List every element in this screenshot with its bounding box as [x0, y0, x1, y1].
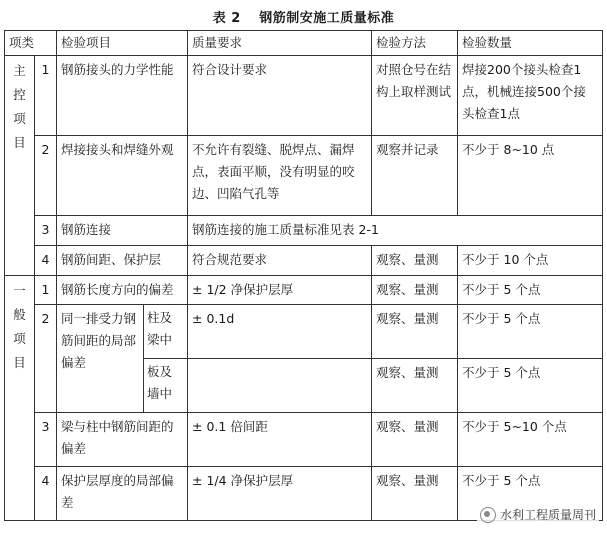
item-cell: 钢筋接头的力学性能 [57, 56, 188, 136]
quantity-cell: 焊接200个接头检查1点，机械连接500个接头检查1点 [458, 56, 603, 136]
requirement-cell [188, 359, 372, 413]
requirement-cell: 钢筋连接的施工质量标准见表 2-1 [188, 216, 603, 246]
table-row [5, 413, 603, 467]
row-number: 3 [35, 216, 57, 246]
method-cell: 观察、量测 [372, 467, 458, 521]
method-cell: 观察、量测 [372, 305, 458, 359]
header-method: 检验方法 [372, 31, 458, 56]
table-row [5, 305, 603, 359]
method-cell: 观察、量测 [372, 359, 458, 413]
header-quantity: 检验数量 [458, 31, 603, 56]
requirement-cell: 不允许有裂缝、脱焊点、漏焊点，表面平顺，没有明显的咬边、凹陷气孔等 [188, 136, 372, 216]
table-row [5, 56, 603, 136]
requirement-cell: 符合设计要求 [188, 56, 372, 136]
method-cell: 观察、量测 [372, 246, 458, 276]
row-number: 3 [35, 413, 57, 467]
row-number: 2 [35, 305, 57, 413]
requirement-cell: ± 1/4 净保护层厚 [188, 467, 372, 521]
table-row [5, 246, 603, 276]
method-cell: 对照仓号在结构上取样测试 [372, 56, 458, 136]
quality-standard-table [4, 30, 603, 521]
header-requirement: 质量要求 [188, 31, 372, 56]
quantity-cell: 不少于 5 个点 [458, 305, 603, 359]
quantity-cell: 不少于 10 个点 [458, 246, 603, 276]
table-title: 表 2 钢筋制安施工质量标准 [212, 11, 395, 26]
watermark [477, 505, 599, 524]
table-row [5, 136, 603, 216]
item-cell: 钢筋连接 [57, 216, 188, 246]
watermark-text: 水利工程质量周刊 [499, 508, 596, 522]
row-number: 2 [35, 136, 57, 216]
sub-item-cell: 板及墙中 [144, 359, 188, 413]
requirement-cell: 符合规范要求 [188, 246, 372, 276]
item-cell: 钢筋间距、保护层 [57, 246, 188, 276]
requirement-cell: ± 0.1d [188, 305, 372, 359]
quantity-cell: 不少于 8~10 点 [458, 136, 603, 216]
row-number: 4 [35, 246, 57, 276]
table-row [5, 216, 603, 246]
row-number: 1 [35, 56, 57, 136]
sub-item-cell: 柱及梁中 [144, 305, 188, 359]
wechat-account-icon [480, 507, 496, 523]
row-number: 1 [35, 276, 57, 305]
requirement-cell: ± 1/2 净保护层厚 [188, 276, 372, 305]
requirement-cell: ± 0.1 倍间距 [188, 413, 372, 467]
row-number: 4 [35, 467, 57, 521]
table-row [5, 276, 603, 305]
item-cell: 梁与柱中钢筋间距的偏差 [57, 413, 188, 467]
method-cell: 观察、量测 [372, 276, 458, 305]
item-cell: 钢筋长度方向的偏差 [57, 276, 188, 305]
method-cell: 观察、量测 [372, 413, 458, 467]
item-cell: 同一排受力钢筋间距的局部偏差 [57, 305, 144, 413]
header-row [5, 31, 603, 56]
header-item: 检验项目 [57, 31, 188, 56]
item-cell: 焊接接头和焊缝外观 [57, 136, 188, 216]
item-cell: 保护层厚度的局部偏差 [57, 467, 188, 521]
quantity-cell: 不少于 5~10 个点 [458, 413, 603, 467]
general-item-label: 一 般 项 目 [5, 276, 35, 521]
quantity-cell: 不少于 5 个点 [458, 359, 603, 413]
header-category: 项类 [5, 31, 57, 56]
main-control-label: 主 控 项 目 [5, 56, 35, 276]
method-cell: 观察并记录 [372, 136, 458, 216]
quantity-cell: 不少于 5 个点 [458, 276, 603, 305]
quantity-cell: 不少于 5 个点 [458, 467, 603, 521]
